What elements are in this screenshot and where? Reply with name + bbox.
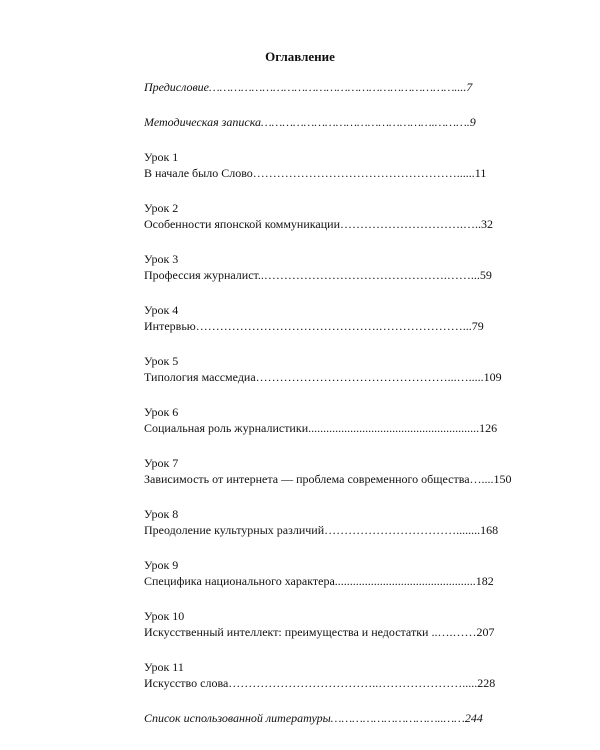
toc-lesson-number: Урок 6 (144, 405, 179, 419)
toc-entry-lesson-9 (144, 557, 516, 589)
toc-entry-title: Методическая записка………………………………………….……….9 (144, 115, 476, 129)
toc-lesson-number: Урок 4 (144, 303, 179, 317)
toc-entry-methodical-note (144, 114, 516, 130)
toc-lesson-number: Урок 2 (144, 201, 179, 215)
toc-lesson-number: Урок 3 (144, 252, 179, 266)
toc-entry-title: Список использованной литературы…………………………..……244 (144, 711, 483, 725)
toc-entry-title: Типология массмедиа…………………………………………...….....109 (144, 370, 502, 384)
toc-entry-lesson-1 (144, 149, 516, 181)
toc-entry-lesson-2 (144, 200, 516, 232)
toc-entry-title: Профессия журналист..……………………………………….……...59 (144, 268, 492, 282)
toc-entry-title: Искусственный интеллект: преимущества и недостатки ..….……207 (144, 625, 495, 639)
toc-entry-title: Социальная роль журналистики.........................................................126 (144, 421, 498, 435)
toc-entry-bibliography (144, 710, 516, 726)
toc-lesson-number: Урок 10 (144, 609, 185, 623)
toc-entry-lesson-4 (144, 302, 516, 334)
toc-lesson-number: Урок 11 (144, 660, 184, 674)
toc-entry-lesson-3 (144, 251, 516, 283)
toc-entry-title: Особенности японской коммуникации………………………….…..32 (144, 217, 493, 231)
toc-entry-title: Предисловие……………………………………………………………....7 (144, 80, 473, 94)
toc-lesson-number: Урок 5 (144, 354, 179, 368)
table-of-contents (144, 79, 516, 745)
toc-entry-lesson-11 (144, 659, 516, 691)
toc-entry-title: Искусство слова………………………………..………………….....228 (144, 676, 496, 690)
toc-entry-lesson-6 (144, 404, 516, 436)
toc-entry-preface (144, 79, 516, 95)
toc-entry-lesson-10 (144, 608, 516, 640)
page-title: Оглавление (265, 49, 335, 64)
toc-lesson-number: Урок 7 (144, 456, 179, 470)
toc-entry-lesson-5 (144, 353, 516, 385)
toc-entry-lesson-8 (144, 506, 516, 538)
toc-entry-title: Зависимость от интернета — проблема современного общества…....150 (144, 472, 512, 486)
toc-entry-title: В начале было Слово……………………………………………......11 (144, 166, 487, 180)
toc-entry-lesson-7 (144, 455, 516, 487)
toc-entry-title: Преодоление культурных различий……………………………........168 (144, 523, 499, 537)
toc-lesson-number: Урок 8 (144, 507, 179, 521)
toc-entry-title: Специфика национального характера...............................................182 (144, 574, 494, 588)
toc-entry-title: Интервью……………………………………….…………………...79 (144, 319, 484, 333)
toc-lesson-number: Урок 9 (144, 558, 179, 572)
toc-lesson-number: Урок 1 (144, 150, 179, 164)
